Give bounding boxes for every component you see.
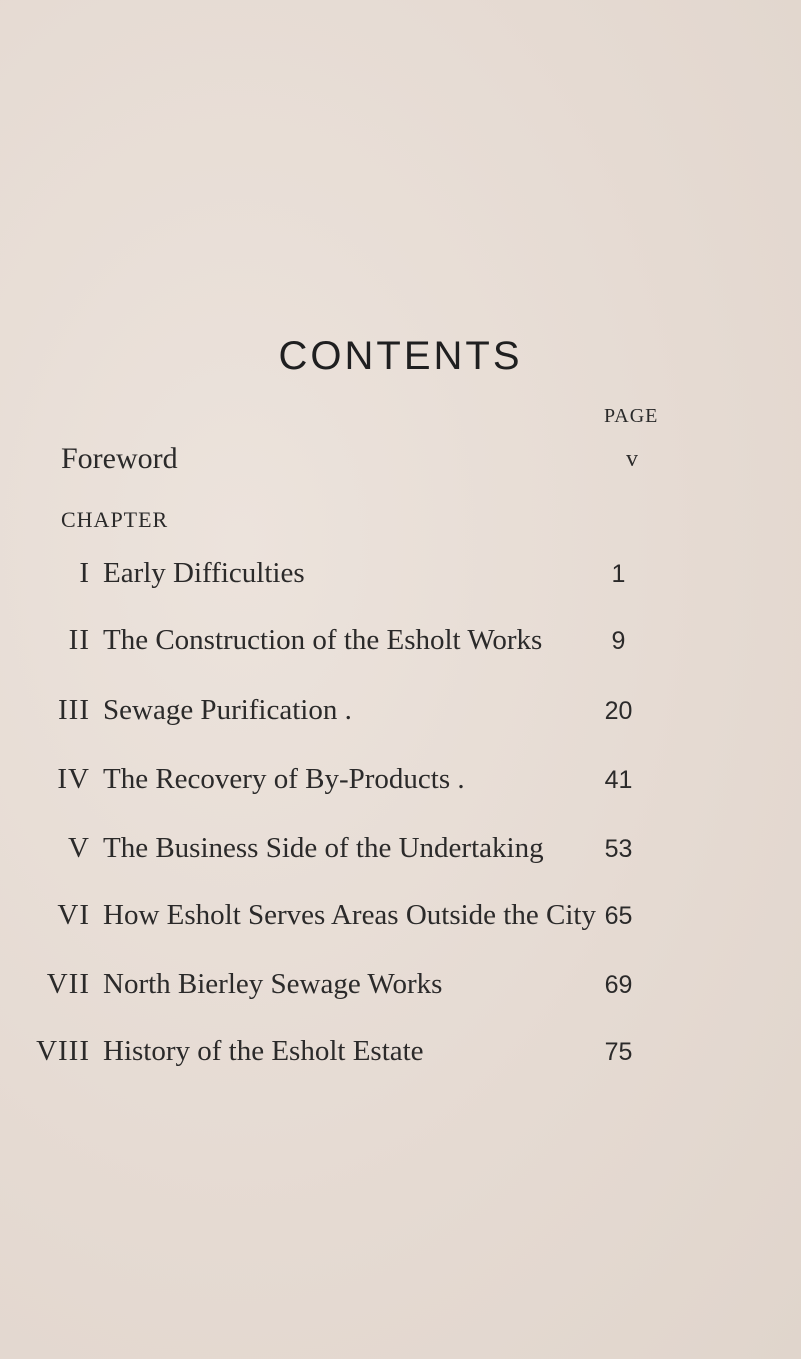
chapter-numeral: III: [58, 694, 90, 726]
toc-entry[interactable]: [0, 899, 801, 943]
chapter-column-header: CHAPTER: [61, 507, 169, 532]
toc-entry[interactable]: [0, 624, 801, 668]
toc-entry[interactable]: [0, 968, 801, 1012]
page-column-header: PAGE: [604, 405, 659, 427]
chapter-numeral: V: [68, 832, 90, 864]
toc-entry[interactable]: [0, 557, 801, 601]
chapter-title: Sewage Purification .: [103, 694, 352, 726]
chapter-title: Early Difficulties: [103, 557, 305, 589]
chapter-page: 41: [604, 766, 633, 794]
chapter-page: 1: [611, 560, 626, 588]
chapter-title: How Esholt Serves Areas Outside the City: [103, 899, 596, 931]
chapter-page: 69: [604, 971, 633, 999]
chapter-title: History of the Esholt Estate: [103, 1035, 424, 1067]
chapter-page: 20: [604, 697, 633, 725]
chapter-page: 75: [604, 1038, 633, 1066]
chapter-page: 53: [604, 835, 633, 863]
chapter-title: North Bierley Sewage Works: [103, 968, 443, 1000]
chapter-page: 9: [611, 627, 626, 655]
toc-entry[interactable]: [0, 832, 801, 876]
chapter-numeral: IV: [57, 763, 90, 795]
page-title: CONTENTS: [278, 334, 523, 378]
chapter-title: The Business Side of the Undertaking: [103, 832, 544, 864]
chapter-numeral: VII: [46, 968, 90, 1000]
chapter-title: The Recovery of By-Products .: [103, 763, 465, 795]
chapter-numeral: I: [79, 557, 90, 589]
toc-entry[interactable]: [0, 1035, 801, 1079]
chapter-numeral: II: [68, 624, 90, 656]
foreword-entry[interactable]: [61, 442, 741, 482]
chapter-title: The Construction of the Esholt Works: [103, 624, 543, 656]
foreword-page: v: [626, 446, 638, 472]
chapter-numeral: VI: [57, 899, 90, 931]
toc-entry[interactable]: [0, 763, 801, 807]
toc-entry[interactable]: [0, 694, 801, 738]
chapter-numeral: VIII: [36, 1035, 90, 1067]
chapter-page: 65: [604, 902, 633, 930]
foreword-label: Foreword: [61, 442, 178, 475]
